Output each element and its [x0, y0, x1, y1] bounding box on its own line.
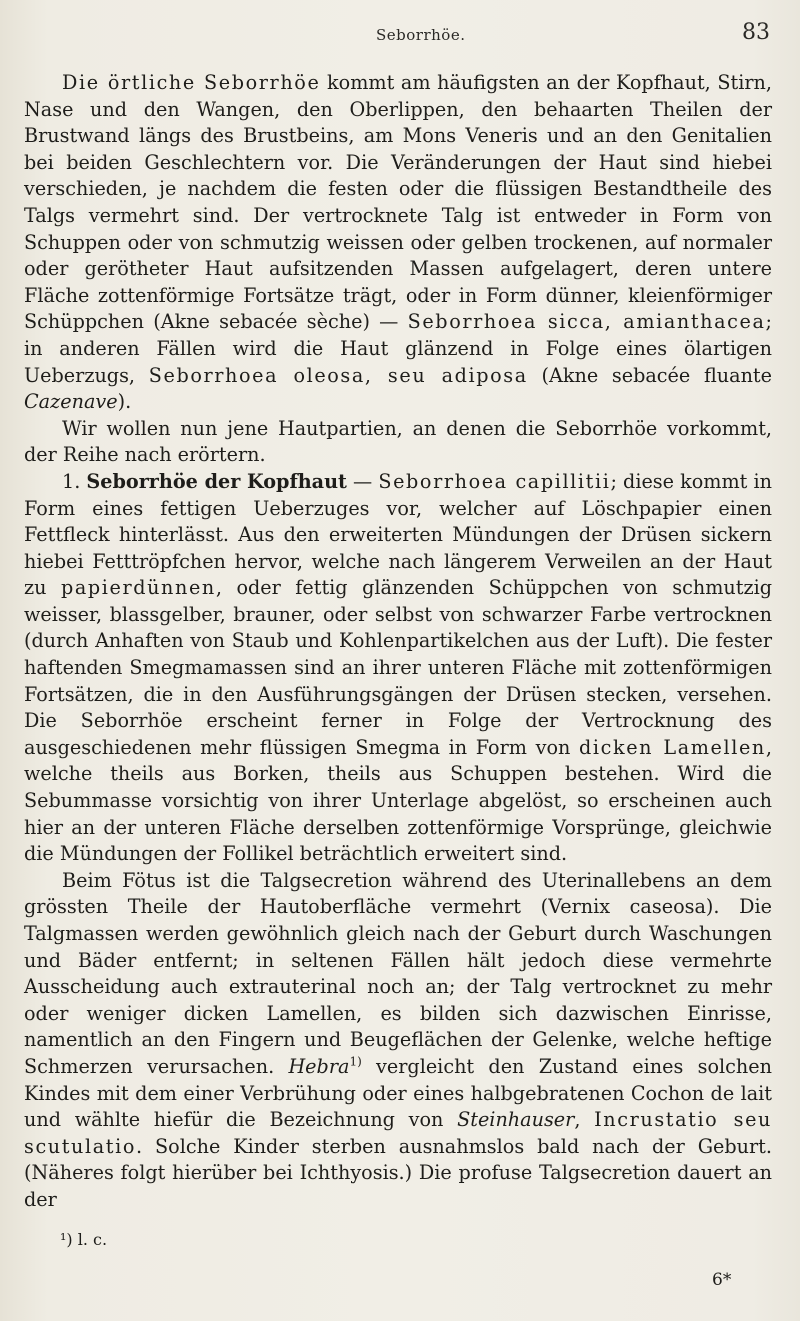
text-run: , welche theils aus Borken, theils aus Schuppen bestehen. Wird die Sebummasse vorsichtig von ihrer Unterlage abgelöst, so erscheinen auch hier an der unteren Fläche derselben zottenförmige Vorsprünge, gleichwie die Mündungen der Follikel beträchtlich erweitert sind.	[24, 735, 772, 866]
section-heading: Seborrhöe der Kopfhaut	[86, 469, 347, 493]
text-run: , oder fettig glänzenden Schüppchen von schmutzig weisser, blassgelber, brauner, oder selbst von schwarzer Farbe vertrocknen (durch Anhaften von Staub und Kohlenpartikelchen aus der Luft). Die fester haftenden Smegmamassen sind an ihrer unteren Fläche mit zottenförmigen Fortsätzen, die in den Ausführungsgängen der Drüsen stecken, versehen. Die Seborrhöe erscheint ferner in Folge der Vertrocknung des ausgeschiedenen mehr flüssigen Smegma in Form von	[24, 576, 772, 759]
text-run: vergleicht den Zustand eines solchen Kindes mit dem einer Verbrühung oder eines halbgebratenen Cochon de lait und wählte hiefür die Bezeichnung von	[24, 1054, 772, 1132]
text-run: Wir wollen nun jene Hautpartien, an denen die Seborrhöe vorkommt, der Reihe nach erörtern.	[24, 416, 772, 467]
printer-signature: 6*	[712, 1270, 732, 1290]
italic-name: Steinhauser	[457, 1108, 575, 1132]
paragraph	[24, 416, 772, 469]
text-run: (Akne sebacée fluante	[527, 363, 772, 387]
footnote: ¹) l. c.	[60, 1230, 108, 1249]
spaced-term: dicken Lamellen	[579, 735, 766, 759]
text-run: kommt am häufigsten an der Kopfhaut, Stirn, Nase und den Wangen, den Oberlippen, den behaarten Theilen der Brustwand längs des Brustbeins, am Mons Veneris und an den Genitalien bei beiden Geschlechtern vor. Die Veränderungen der Haut sind hiebei verschieden, je nachdem die festen oder die flüssigen Bestandtheile des Talgs vermehrt sind. Der vertrocknete Talg ist entweder in Form von Schuppen oder von schmutzig weissen oder gelben trockenen, auf normaler oder gerötheter Haut aufsitzenden Massen aufgelagert, deren untere Fläche zottenförmige Fortsätze trägt, oder in Form dünner, kleienförmiger Schüppchen (Akne sebacée sèche) —	[24, 71, 773, 334]
spaced-term: Seborrhoea oleosa, seu adiposa	[148, 363, 528, 387]
page-header	[0, 20, 800, 50]
spaced-term: Seborrhoea sicca, amianthacea	[407, 310, 766, 334]
text-run: . Solche Kinder sterben ausnahmslos bald nach der Geburt. (Näheres folgt hierüber bei Ichthyosis.) Die profuse Talgsecretion dauert an der	[24, 1134, 772, 1211]
text-run: Beim Fötus ist die Talgsecretion während des Uterinallebens an dem grössten Theile der Hautoberfläche vermehrt (Vernix caseosa). Die Talgmassen werden gewöhnlich gleich nach der Geburt durch Waschungen und Bäder entfernt; in seltenen Fällen hält jedoch diese vermehrte Ausscheidung auch extrauterinal noch an; der Talg vertrocknet zu mehr oder weniger dicken Lamellen, es bilden sich dazwischen Einrisse, namentlich an den Fingern und Beugeflächen der Gelenke, welche heftige Schmerzen verursachen.	[24, 868, 772, 1078]
spaced-term: Incrustatio seu scutulatio	[24, 1108, 772, 1158]
paragraph	[24, 70, 772, 416]
text-run: 1.	[62, 469, 87, 493]
page-number: 83	[742, 20, 770, 45]
paragraph	[24, 868, 772, 1214]
paragraph	[24, 469, 772, 868]
footnote-ref: 1)	[349, 1054, 362, 1069]
text-run: ; diese kommt in Form eines fettigen Ueberzuges vor, welcher auf Löschpapier einen Fettfleck hinterlässt. Aus den erweiterten Mündungen der Drüsen sickern hiebei Fetttröpfchen hervor, welche nach längerem Verweilen an der Haut zu	[24, 469, 773, 600]
text-run: —	[346, 469, 379, 493]
spaced-term: Die örtliche Seborrhöe	[62, 71, 321, 94]
running-head: Seborrhöe.	[376, 26, 466, 44]
italic-name: Hebra	[288, 1054, 350, 1078]
spaced-term: Seborrhoea capillitii	[378, 469, 611, 493]
text-run: ).	[117, 390, 132, 414]
spaced-term: papierdünnen	[60, 576, 216, 600]
text-run: ,	[574, 1108, 595, 1132]
text-run: ; in anderen Fällen wird die Haut glänzend in Folge eines ölartigen Ueberzugs,	[24, 310, 772, 387]
italic-name: Cazenave	[24, 390, 118, 414]
body-text	[24, 70, 772, 1214]
